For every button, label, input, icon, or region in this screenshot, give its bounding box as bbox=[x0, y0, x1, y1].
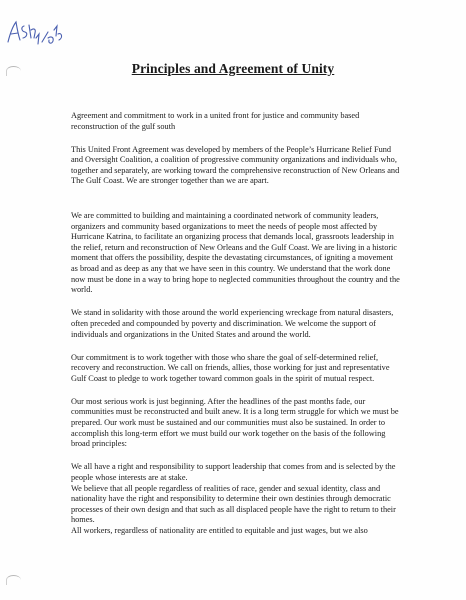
document-body bbox=[71, 111, 401, 537]
paragraph-intro: Agreement and commitment to work in a united front for justice and community based reconstruction of the gulf south bbox=[71, 111, 360, 131]
handwritten-initials-date bbox=[4, 16, 64, 56]
paragraph-background: This United Front Agreement was developed by members of the People’s Hurricane Relief Fund and Oversight Coalition, a coalition of progressive community organizations and individuals who, together and separately, are working toward the comprehensive reconstruction of New Orleans and The Gulf Coast. We are stronger together than we are apart. bbox=[71, 144, 400, 186]
paragraph-principle-leadership: We all have a right and responsibility to support leadership that comes from and is selected by the people whose interests are at stake. bbox=[71, 462, 396, 482]
binder-hole-mark bbox=[6, 575, 21, 585]
paragraph-solidarity: We stand in solidarity with those around the world experiencing wreckage from natural disasters, often preceded and compounded by poverty and discrimination. We welcome the support of individuals and organizations in the United States and around the world. bbox=[71, 308, 394, 339]
paragraph-commitment: We are committed to building and maintaining a coordinated network of community leaders, organizers and community based organizations to meet the needs of people most affected by Hurricane Katrina, to facilitate an organizing process that demands local, grassroots leadership in the relief, return and reconstruction of New Orleans and the Gulf Coast. We are living in a historic moment that offers the possibility, despite the devastating circumstances, of igniting a movement as broad and as deep as any that we have seen in this country. We understand that the work done now must be done in a way to bring hope to neglected communities throughout the country and the world. bbox=[71, 211, 400, 295]
paragraph-principle-workers: All workers, regardless of nationality are entitled to equitable and just wages, but we also bbox=[71, 525, 368, 535]
paragraph-principles-intro: Our most serious work is just beginning. After the headlines of the past months fade, our communities must be reconstructed and built anew. It is a long term struggle for which we must be prepared. Our work must be sustained and our communities must also be sustained. In order to accomplish this long-term effort we must build our work together on the basis of the following broad principles: bbox=[71, 396, 399, 449]
document-title: Principles and Agreement of Unity bbox=[131, 61, 335, 76]
paragraph-goal: Our commitment is to work together with those who share the goal of self-determined relief, recovery and reconstruction. We call on friends, allies, those working for just and representative Gulf Coast to pledge to work together toward common goals in the spirit of mutual respect. bbox=[71, 352, 390, 383]
paragraph-principle-self-determination: We believe that all people regardless of realities of race, gender and sexual identity, class and nationality have the right and responsibility to determine their own destinies through democratic processes of their own design and that such as all displaced people have the right to return to their homes. bbox=[71, 483, 396, 525]
